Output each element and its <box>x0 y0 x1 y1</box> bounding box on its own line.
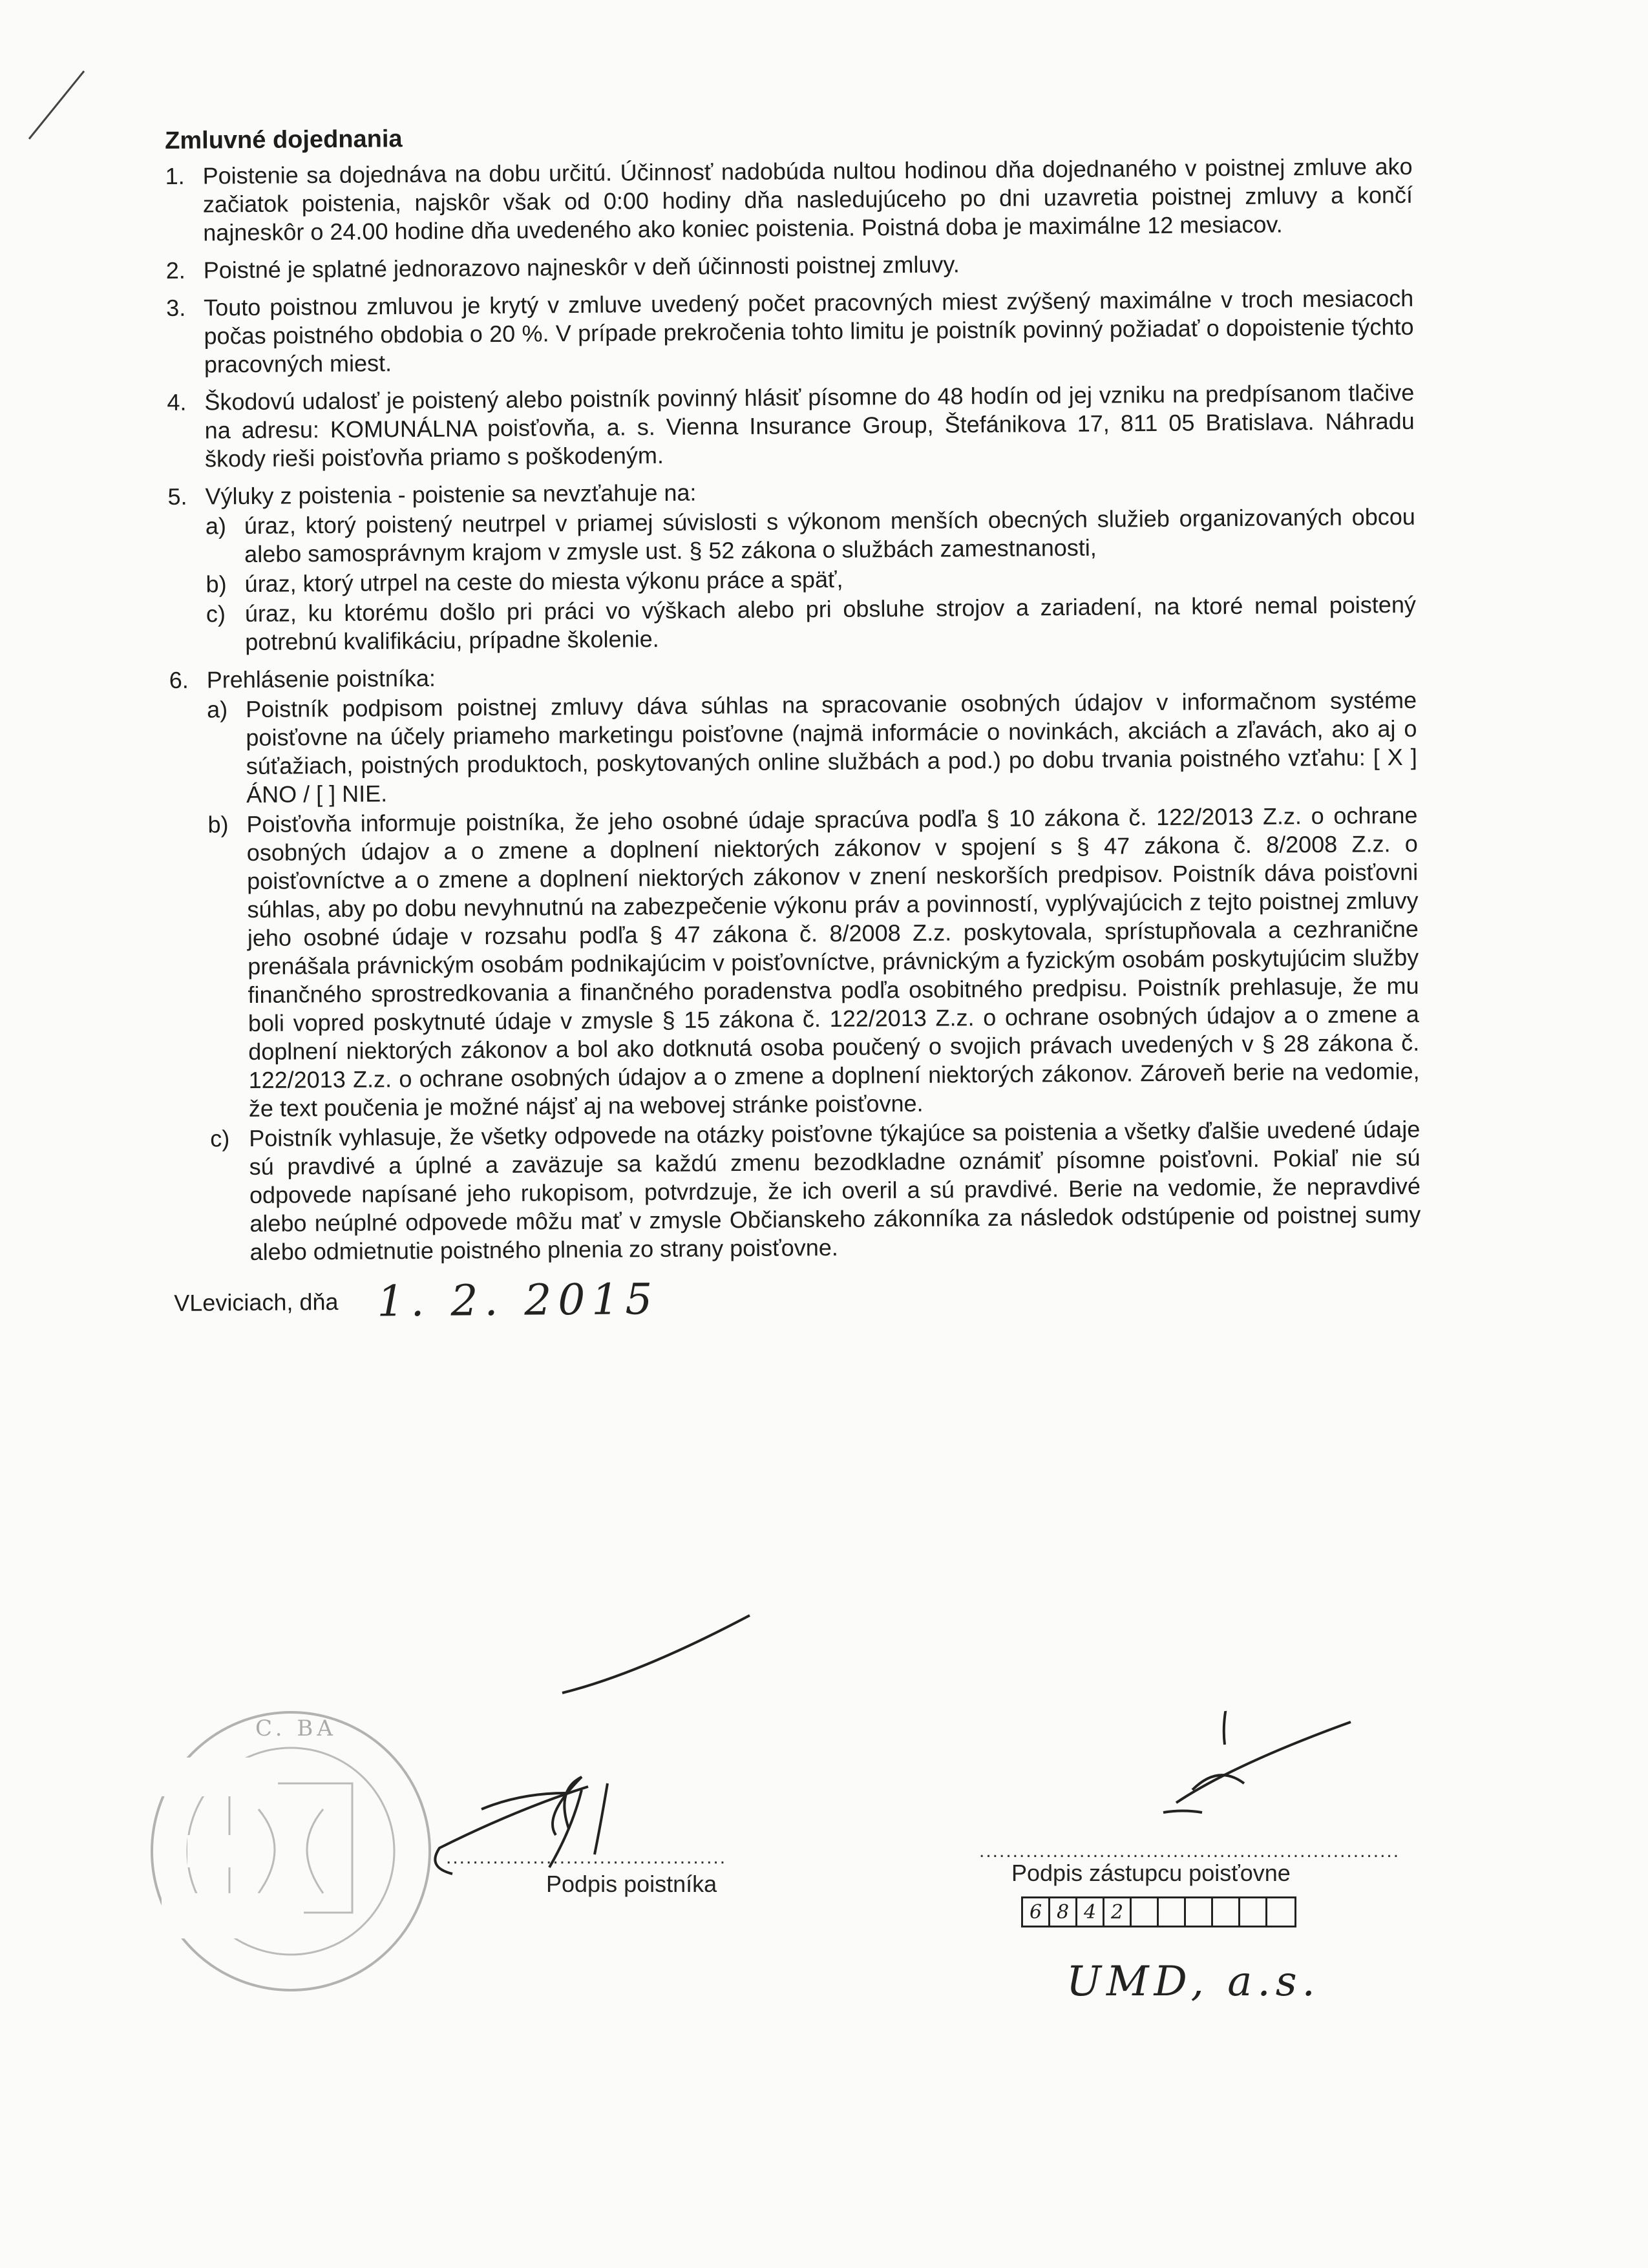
item-number: 1. <box>165 162 185 189</box>
sub-letter: a) <box>206 696 228 723</box>
sub-letter: b) <box>207 811 229 838</box>
item-text: Poistenie sa dojednáva na dobu určitú. Účinnosť nadobúda nultou hodinou dňa dojednaného v poistnej zmluve ako začiatok poistenia, najskôr však od 0:00 hodiny dňa nasledujúceho po dni uzavretia poistnej zmluvy a končí najneskôr o 24.00 hodine dňa uvedeného ako koniec poistenia. Poistná doba je maximálne 12 mesiacov. <box>202 152 1413 246</box>
item-text: Touto poistnou zmluvou je krytý v zmluve uvedený počet pracovných miest zvýšený maximálne v troch mesiacoch počas poistného obdobia o 20 %. V prípade prekročenia tohto limitu je poistník povinný požiadať o dopoistenie týchto pracovných miest. <box>204 284 1414 378</box>
signature-line-poistnik: .......................................... <box>446 1847 727 1868</box>
item-number: 4. <box>167 388 187 415</box>
handwritten-company: UMD, a.s. <box>1066 1958 1320 2006</box>
place-label: VLeviciach, dňa <box>174 1288 339 1316</box>
signature-line-agent: ............................................................... <box>979 1840 1400 1862</box>
signature-poistnik <box>435 1615 750 1874</box>
redaction-patch <box>1148 1671 1281 1721</box>
agent-code-digit <box>1159 1898 1186 1926</box>
item-number: 3. <box>166 294 186 321</box>
sub-text: Poisťovňa informuje poistníka, že jeho osobné údaje spracúva podľa § 10 zákona č. 122/2013 Z.z. o ochrane osobných údajov a o zmene a doplnení niektorých zákonov v spojení s § 47 zákona č. 8/2008 Z.z. o poisťovníctve a o zmene a doplnení niektorých zákonov v znení neskorších predpisov. Poistník dáva poisťovni súhlas, aby po dobu nevyhnutnú na zabezpečenie výkonu práv a povinností, vyplývajúcich z tejto poistnej zmluvy jeho osobné údaje v rozsahu podľa § 47 zákona č. 8/2008 Z.z. poskytovala, sprístupňovala a cezhranične prenášala právnickým osobám podnikajúcim v poisťovníctve, právnickým a fyzickým osobám poskytujúcim služby finančného sprostredkovania a finančného poradenstva podľa osobitného predpisu. Poistník prehlasuje, že mu boli vopred poskytnuté údaje v zmysle § 15 zákona č. 122/2013 Z.z. o ochrane osobných údajov a o zmene a doplnení niektorých zákonov a bol ako dotknutá osoba poučený o svojich právach uvedených v § 28 zákona č. 122/2013 Z.z. o ochrane osobných údajov a o zmene a doplnení niektorých zákonov. Zároveň berie na vedomie, že text poučenia je možné nájsť aj na webovej stránke poisťovne. <box>246 801 1420 1122</box>
agent-code-digit: 8 <box>1050 1898 1077 1926</box>
handwritten-date: 1. 2. 2015 <box>377 1274 659 1327</box>
item-text: Poistné je splatné jednorazovo najneskôr v deň účinnosti poistnej zmluvy. <box>203 251 960 284</box>
agent-code-digit <box>1213 1898 1240 1926</box>
corner-mark <box>29 71 84 139</box>
item-number: 6. <box>169 666 189 693</box>
sub-letter: a) <box>205 512 227 540</box>
sub-text: úraz, ku ktorému došlo pri práci vo výškach alebo pri obsluhe strojov a zariadení, na ktoré nemal poistený potrebnú kvalifikáciu, prípadne školenie. <box>244 591 1417 656</box>
agent-code-boxes <box>1021 1896 1296 1927</box>
sub-text: Poistník podpisom poistnej zmluvy dáva súhlas na spracovanie osobných údajov v informačnom systéme poisťovne na účely priameho marketingu poisťovne (najmä informácie o novinkách, akciách a zľavách, ako aj o súťažiach, poistných produktoch, poskytovaných online službách a pod.) po dobu trvania poistného vzťahu: [ X ] ÁNO / [ ] NIE. <box>245 686 1417 808</box>
signature-label-poistnik: Podpis poistníka <box>546 1871 717 1897</box>
sub-letter: c) <box>206 600 226 627</box>
sub-text: úraz, ktorý poistený neutrpel v priamej súvislosti s výkonom menších obecných služieb organizovaných obcou alebo samosprávnym krajom v zmysle ust. § 52 zákona o službách zamestnanosti, <box>244 503 1415 568</box>
agent-code-digit <box>1186 1898 1213 1926</box>
exclusions-intro: Výluky z poistenia - poistenie sa nevzťahuje na: <box>205 479 697 510</box>
section-title: Zmluvné dojednania <box>165 125 403 154</box>
declaration-intro: Prehlásenie poistníka: <box>206 664 436 693</box>
item-number: 5. <box>167 483 187 510</box>
sub-text: úraz, ktorý utrpel na ceste do miesta výkonu práce a späť, <box>244 565 843 598</box>
agent-code-digit <box>1132 1898 1159 1926</box>
agent-code-digit <box>1240 1898 1267 1926</box>
item-text: Škodovú udalosť je poistený alebo poistník povinný hlásiť písomne do 48 hodín od jej vzniku na predpísanom tlačive na adresu: KOMUNÁLNA poisťovňa, a. s. Vienna Insurance Group, Štefánikova 17, 811 05 Bratislava. Náhradu škody rieši poisťovňa priamo s poškodeným. <box>204 379 1415 472</box>
official-stamp <box>152 1712 430 1990</box>
stamp-text: C. BA <box>255 1716 337 1741</box>
agent-code-digit: 4 <box>1077 1898 1104 1926</box>
agent-code-digit: 2 <box>1104 1898 1132 1926</box>
item-number: 2. <box>165 257 185 284</box>
sub-letter: b) <box>206 571 227 598</box>
agent-code-digit: 6 <box>1023 1898 1050 1926</box>
sub-text: Poistník vyhlasuje, že všetky odpovede na otázky poisťovne týkajúce sa poistenia a všetky ďalšie uvedené údaje sú pravdivé a úplné a zaväzuje sa každú zmenu bezodkladne oznámiť písomne poisťovni. Pokiaľ nie sú odpovede napísané jeho rukopisom, potvrdzuje, že ich overil a sú pravdivé. Berie na vedomie, že nepravdivé alebo neúplné odpovede môžu mať v zmysle Občianskeho zákonníka za následok odstúpenie od poistnej sumy alebo odmietnutie poistného plnenia zo strany poisťovne. <box>249 1115 1421 1266</box>
sub-letter: c) <box>210 1125 230 1152</box>
signature-label-agent: Podpis zástupcu poisťovne <box>1011 1860 1291 1886</box>
agent-code-digit <box>1267 1898 1294 1926</box>
